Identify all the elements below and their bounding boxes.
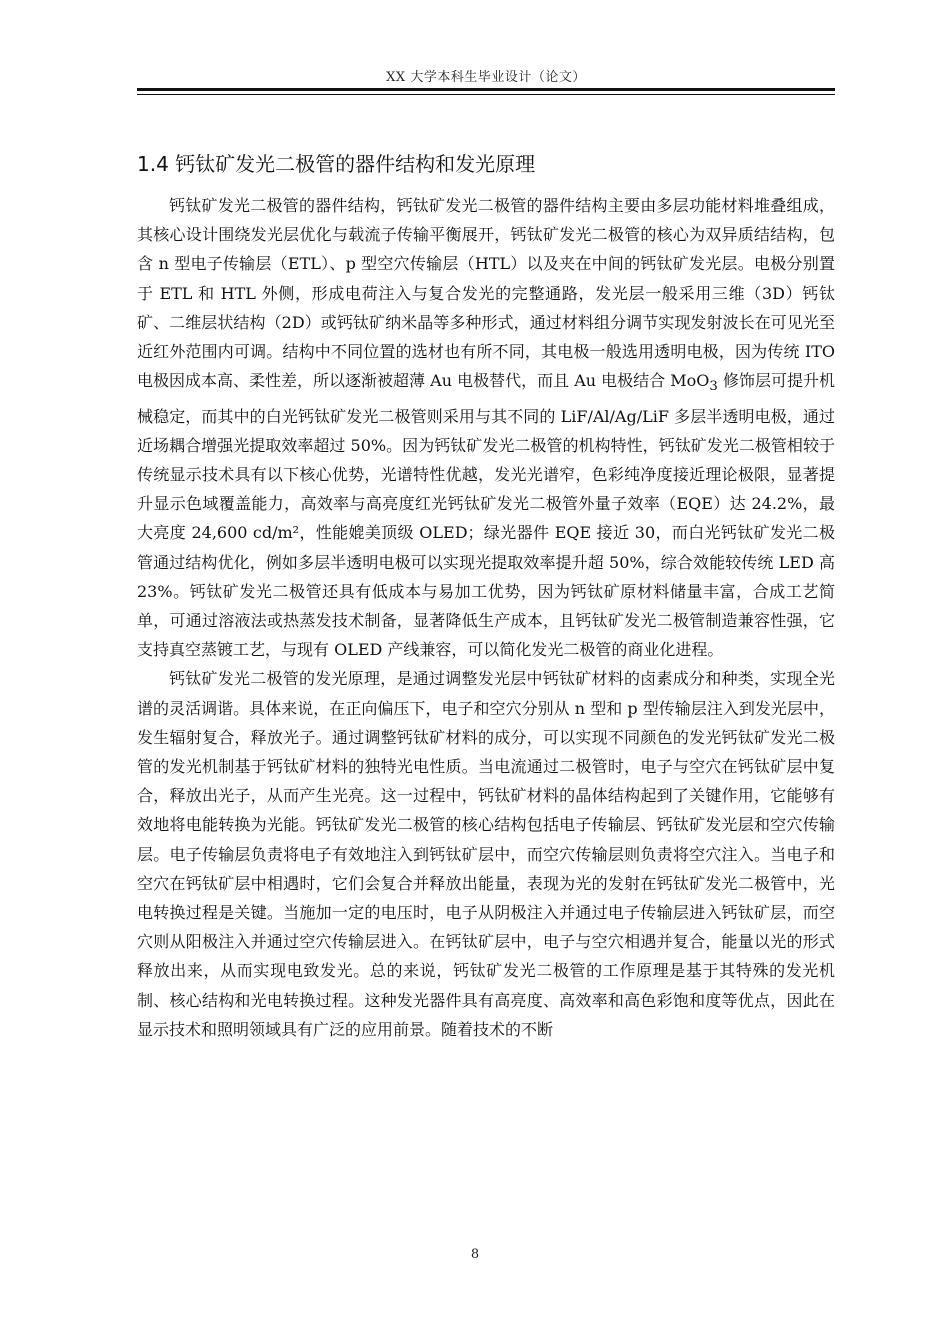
page-number: 8 <box>470 1247 480 1262</box>
body-text <box>137 191 835 1044</box>
paragraph-1-part-a: 钙钛矿发光二极管的器件结构，钙钛矿发光二极管的器件结构主要由多层功能材料堆叠组成，其核心设计围绕发光层优化与载流子传输平衡展开，钙钛矿发光二极管的核心为双异质结结构，包含 n 型电子传输层（ETL）、p 型空穴传输层（HTL）以及夹在中间的钙钛矿发光层。电极分别置于 ETL 和 HTL 外侧，形成电荷注入与复合发光的完整通路，发光层一般采用三维（3D）钙钛矿、二维层状结构（2D）或钙钛矿纳米晶等多种形式，通过材料组分调节实现发射波长在可见光至近红外范围内可调。结构中不同位置的选材也有所不同，其电极一般选用透明电极，因为传统 ITO 电极因成本高、柔性差，所以逐渐被超薄 Au 电极替代，而且 Au 电极结合 MoO <box>137 196 835 391</box>
header-rule-thick <box>137 88 835 91</box>
moo3-subscript: 3 <box>709 379 718 395</box>
paragraph-1-part-b: 修饰层可提升机械稳定，而其中的白光钙钛矿发光二极管则采用与其不同的 LiF/Al/Ag/LiF 多层半透明电极，通过近场耦合增强光提取效率超过 50%。因为钙钛矿发光二极管的机构特性，钙钛矿发光二极管相较于传统显示技术具有以下核心优势，光谱特性优越，发光光谱窄，色彩纯净度接近理论极限，显著提升显示色域覆盖能力，高效率与高亮度红光钙钛矿发光二极管外量子效率（EQE）达 24.2%，最大亮度 24,600 cd/m²，性能媲美顶级 OLED；绿光器件 EQE 接近 30，而白光钙钛矿发光二极管通过结构优化，例如多层半透明电极可以实现光提取效率提升超 50%，综合效能较传统 LED 高 23%。钙钛矿发光二极管还具有低成本与易加工优势，因为钙钛矿原材料储量丰富，合成工艺简单，可通过溶液法或热蒸发技术制备，显著降低生产成本，且钙钛矿发光二极管制造兼容性强，它支持真空蒸镀工艺，与现有 OLED 产线兼容，可以简化发光二极管的商业化进程。 <box>137 371 835 660</box>
running-header: XX 大学本科生毕业设计（论文） <box>386 70 586 85</box>
section-heading: 1.4 钙钛矿发光二极管的器件结构和发光原理 <box>137 152 536 176</box>
paragraph-device-structure <box>137 191 835 664</box>
header-rule-thin <box>137 94 835 95</box>
paragraph-emission-principle: 钙钛矿发光二极管的发光原理，是通过调整发光层中钙钛矿材料的卤素成分和种类，实现全光谱的灵活调谐。具体来说，在正向偏压下，电子和空穴分别从 n 型和 p 型传输层注入到发光层中，发生辐射复合，释放光子。通过调整钙钛矿材料的成分，可以实现不同颜色的发光钙钛矿发光二极管的发光机制基于钙钛矿材料的独特光电性质。当电流通过二极管时，电子与空穴在钙钛矿层中复合，释放出光子，从而产生光亮。这一过程中，钙钛矿材料的晶体结构起到了关键作用，它能够有效地将电能转换为光能。钙钛矿发光二极管的核心结构包括电子传输层、钙钛矿发光层和空穴传输层。电子传输层负责将电子有效地注入到钙钛矿层中，而空穴传输层则负责将空穴注入。当电子和空穴在钙钛矿层中相遇时，它们会复合并释放出能量，表现为光的发射在钙钛矿发光二极管中，光电转换过程是关键。当施加一定的电压时，电子从阴极注入并通过电子传输层进入钙钛矿层，而空穴则从阳极注入并通过空穴传输层进入。在钙钛矿层中，电子与空穴相遇并复合，能量以光的形式释放出来，从而实现电致发光。总的来说，钙钛矿发光二极管的工作原理是基于其特殊的发光机制、核心结构和光电转换过程。这种发光器件具有高亮度、高效率和高色彩饱和度等优点，因此在显示技术和照明领域具有广泛的应用前景。随着技术的不断 <box>137 669 835 1039</box>
